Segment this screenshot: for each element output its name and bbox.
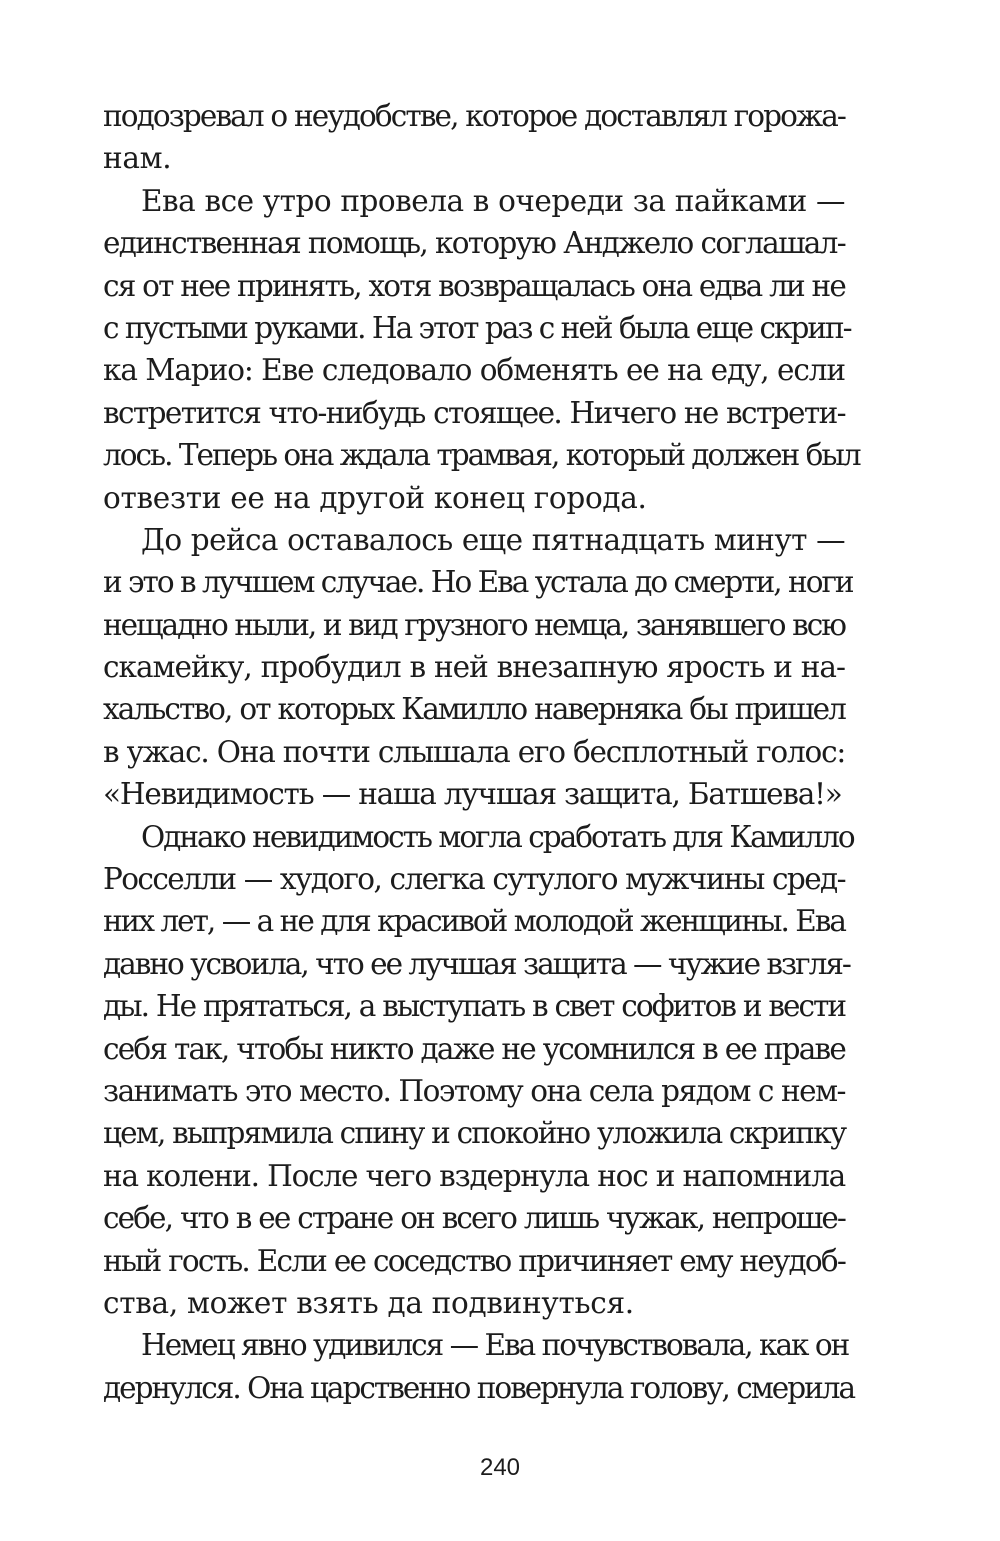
text-line: дернулся. Она царственно повернула голову, смерила <box>103 1370 855 1405</box>
paragraph-start-line: Однако невидимость могла сработать для Камилло <box>141 819 854 854</box>
paragraph-start-line: Немец явно удивился — Ева почувствовала, как он <box>141 1328 849 1363</box>
text-line: на колени. После чего вздернула нос и напомнила <box>103 1158 845 1193</box>
text-line: давно усвоила, что ее лучшая защита — чужие взгля- <box>103 946 850 981</box>
text-line: отвезти ее на другой конец города. <box>103 480 647 515</box>
paragraph-start-line: Ева все утро провела в очереди за пайками — <box>141 183 845 218</box>
text-line: единственная помощь, которую Анджело соглашал- <box>103 226 845 261</box>
text-line: ды. Не прятаться, а выступать в свет софитов и вести <box>103 989 845 1024</box>
text-line: «Невидимость — наша лучшая защита, Батшева!» <box>103 777 842 812</box>
text-line: ный гость. Если ее соседство причиняет ему неудоб- <box>103 1243 845 1278</box>
text-line: хальство, от которых Камилло наверняка бы пришел <box>103 692 845 727</box>
text-line: себе, что в ее стране он всего лишь чужак, непроше- <box>103 1201 845 1236</box>
text-line: занимать это место. Поэтому она села рядом с нем- <box>103 1073 845 1108</box>
text-line: нам. <box>103 141 172 176</box>
text-line: скамейку, пробудил в ней внезапную ярость и на- <box>103 650 845 685</box>
text-line: них лет, — а не для красивой молодой женщины. Ева <box>103 904 845 939</box>
text-line: ся от нее принять, хотя возвращалась она едва ли не <box>103 268 845 303</box>
text-line: подозревал о неудобстве, которое доставлял горожа- <box>103 99 845 133</box>
text-line: цем, выпрямила спину и спокойно уложила скрипку <box>103 1116 846 1151</box>
text-line: и это в лучшем случае. Но Ева устала до смерти, ноги <box>103 565 853 600</box>
text-line: встретится что-нибудь стоящее. Ничего не встрети- <box>103 395 845 430</box>
text-line: ства, может взять да подвинуться. <box>103 1285 634 1320</box>
body-text <box>103 95 860 1409</box>
text-line: нещадно ныли, и вид грузного немца, занявшего всю <box>103 607 845 642</box>
paragraph-start-line: До рейса оставалось еще пятнадцать минут — <box>141 522 845 557</box>
text-line: лось. Теперь она ждала трамвая, который должен был <box>103 438 860 473</box>
text-line: с пустыми руками. На этот раз с ней была еще скрип- <box>103 310 851 345</box>
text-line: в ужас. Она почти слышала его бесплотный голос: <box>103 734 846 769</box>
text-line: ка Марио: Еве следовало обменять ее на еду, если <box>103 353 845 388</box>
text-line: себя так, чтобы никто даже не усомнился в ее праве <box>103 1031 845 1066</box>
text-line: Росселли — худого, слегка сутулого мужчины сред- <box>103 862 845 897</box>
page-number: 240 <box>479 1454 521 1481</box>
